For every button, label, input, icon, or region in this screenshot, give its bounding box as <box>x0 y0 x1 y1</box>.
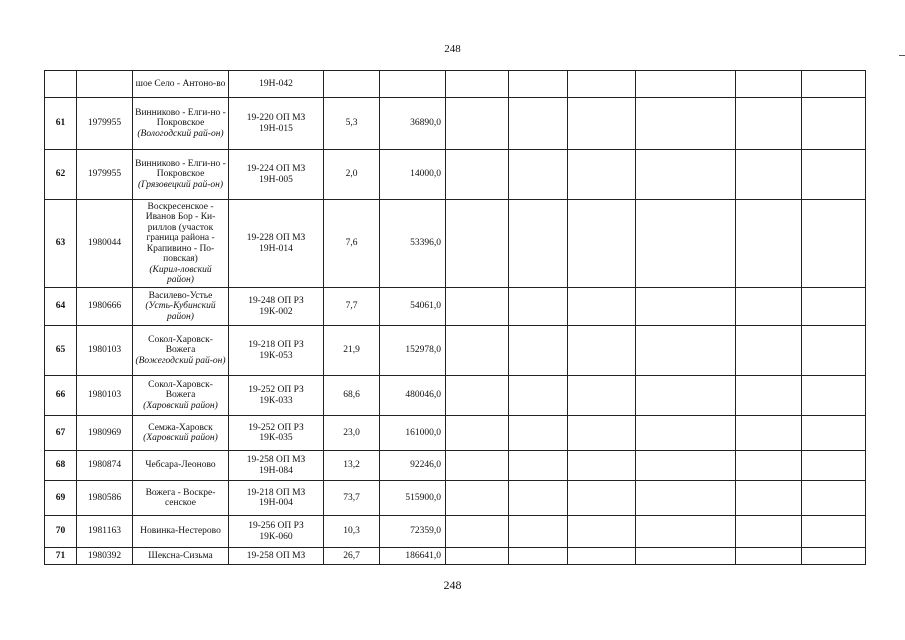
road-code-cell <box>229 200 324 288</box>
empty-cell <box>802 71 866 98</box>
road-value: 14000,0 <box>380 150 446 200</box>
empty-cell <box>446 376 509 416</box>
road-length: 21,9 <box>324 326 380 376</box>
road-code-cell <box>229 481 324 516</box>
row-number <box>45 71 77 98</box>
empty-cell <box>568 200 636 288</box>
row-number: 62 <box>45 150 77 200</box>
empty-cell <box>446 451 509 481</box>
road-name: Василево-Устье <box>148 290 213 301</box>
empty-cell <box>802 200 866 288</box>
table-row <box>45 548 866 565</box>
empty-cell <box>802 416 866 451</box>
road-length: 68,6 <box>324 376 380 416</box>
empty-cell <box>446 516 509 548</box>
empty-cell <box>568 71 636 98</box>
road-code: 19-256 ОП РЗ <box>248 521 304 531</box>
road-code: 19-218 ОП РЗ <box>248 340 304 350</box>
empty-cell <box>509 98 568 150</box>
empty-cell <box>802 548 866 565</box>
table-row <box>45 150 866 200</box>
empty-cell <box>736 416 802 451</box>
road-region: (Харовский район) <box>143 433 218 443</box>
empty-cell <box>509 416 568 451</box>
empty-cell <box>736 481 802 516</box>
road-id: 1980044 <box>77 200 133 288</box>
table-row <box>45 516 866 548</box>
road-code-cell <box>229 98 324 150</box>
empty-cell <box>509 200 568 288</box>
road-id: 1979955 <box>77 98 133 150</box>
table-row <box>45 481 866 516</box>
empty-cell <box>736 200 802 288</box>
empty-cell <box>636 416 736 451</box>
empty-cell <box>446 416 509 451</box>
road-id: 1979955 <box>77 150 133 200</box>
road-region: (Кирил-ловский район) <box>149 264 212 285</box>
page-number-top: 248 <box>444 43 461 55</box>
row-number: 70 <box>45 516 77 548</box>
road-length: 5,3 <box>324 98 380 150</box>
road-code: 19Н-042 <box>259 78 293 89</box>
road-code: 19К-002 <box>259 306 293 317</box>
empty-cell <box>636 288 736 326</box>
empty-cell <box>802 451 866 481</box>
road-name-cell <box>133 376 229 416</box>
road-value: 186641,0 <box>380 548 446 565</box>
road-code-cell <box>229 548 324 565</box>
road-length: 7,6 <box>324 200 380 288</box>
road-code: 19К-060 <box>259 531 293 542</box>
empty-cell <box>509 326 568 376</box>
road-code-cell <box>229 516 324 548</box>
road-id: 1980666 <box>77 288 133 326</box>
road-code: 19Н-005 <box>259 174 293 185</box>
empty-cell <box>636 71 736 98</box>
road-id: 1980392 <box>77 548 133 565</box>
road-id: 1980103 <box>77 326 133 376</box>
row-number: 68 <box>45 451 77 481</box>
road-value: 480046,0 <box>380 376 446 416</box>
road-name-cell <box>133 288 229 326</box>
table-row <box>45 416 866 451</box>
empty-cell <box>736 326 802 376</box>
empty-cell <box>636 481 736 516</box>
road-region: (Вологодский рай-он) <box>137 128 224 139</box>
empty-cell <box>568 548 636 565</box>
empty-cell <box>568 150 636 200</box>
roads-table <box>44 70 866 565</box>
road-name-cell <box>133 200 229 288</box>
table-row <box>45 200 866 288</box>
road-code: 19-218 ОП МЗ <box>246 487 306 498</box>
table-row <box>45 376 866 416</box>
road-length: 10,3 <box>324 516 380 548</box>
road-name: Воскресенское - Иванов Бор - Ки-риллов (участок граница района - Крапивино - По-повская) <box>145 201 216 264</box>
road-code-cell <box>229 376 324 416</box>
road-code: 19-258 ОП МЗ <box>246 550 306 561</box>
empty-cell <box>736 150 802 200</box>
road-code: 19-248 ОП РЗ <box>248 296 304 306</box>
road-name-cell <box>133 326 229 376</box>
road-name: Семжа-Харовск <box>148 422 213 433</box>
road-id <box>77 71 133 98</box>
empty-cell <box>636 200 736 288</box>
empty-cell <box>446 71 509 98</box>
empty-cell <box>509 376 568 416</box>
road-name: Винниково - Елги-но - Покровское <box>135 158 226 180</box>
road-value: 515900,0 <box>380 481 446 516</box>
empty-cell <box>802 288 866 326</box>
empty-cell <box>736 71 802 98</box>
road-code: 19Н-014 <box>259 243 293 254</box>
road-id: 1980103 <box>77 376 133 416</box>
table-row <box>45 71 866 98</box>
empty-cell <box>446 481 509 516</box>
empty-cell <box>509 548 568 565</box>
empty-cell <box>568 288 636 326</box>
road-code: 19Н-084 <box>259 465 293 476</box>
road-value: 72359,0 <box>380 516 446 548</box>
empty-cell <box>509 288 568 326</box>
empty-cell <box>446 200 509 288</box>
road-length: 73,7 <box>324 481 380 516</box>
row-number: 67 <box>45 416 77 451</box>
road-code: 19-252 ОП РЗ <box>248 385 304 395</box>
road-value: 161000,0 <box>380 416 446 451</box>
road-code-cell <box>229 150 324 200</box>
table-row <box>45 326 866 376</box>
empty-cell <box>636 451 736 481</box>
road-id: 1981163 <box>77 516 133 548</box>
table-row <box>45 288 866 326</box>
empty-cell <box>446 98 509 150</box>
road-code: 19Н-015 <box>259 123 293 134</box>
road-name-cell <box>133 516 229 548</box>
road-code: 19Н-004 <box>259 498 293 508</box>
empty-cell <box>446 548 509 565</box>
road-region: (Вожегодский рай-он) <box>135 355 226 366</box>
road-code: 19К-033 <box>259 395 293 406</box>
empty-cell <box>802 376 866 416</box>
road-name-cell <box>133 451 229 481</box>
row-number: 63 <box>45 200 77 288</box>
empty-cell <box>736 376 802 416</box>
road-name-cell <box>133 98 229 150</box>
empty-cell <box>509 150 568 200</box>
empty-cell <box>509 481 568 516</box>
empty-cell <box>568 326 636 376</box>
empty-cell <box>736 516 802 548</box>
empty-cell <box>446 288 509 326</box>
empty-cell <box>509 516 568 548</box>
road-name: Чебсара-Леоново <box>145 460 216 471</box>
road-region: (Усть-Кубинский район) <box>145 301 216 322</box>
road-name: Винниково - Елги-но - Покровское <box>135 107 226 129</box>
empty-cell <box>509 71 568 98</box>
empty-cell <box>446 326 509 376</box>
empty-cell <box>636 548 736 565</box>
empty-cell <box>802 98 866 150</box>
road-value: 36890,0 <box>380 98 446 150</box>
road-name-cell <box>133 548 229 565</box>
road-id: 1980874 <box>77 451 133 481</box>
table-row <box>45 98 866 150</box>
road-name: Сокол-Харовск-Вожега <box>148 334 213 356</box>
road-name-cell <box>133 481 229 516</box>
empty-cell <box>636 150 736 200</box>
road-name: Новинка-Нестерово <box>140 526 221 537</box>
road-code: 19К-035 <box>259 433 293 443</box>
road-name-cell <box>133 416 229 451</box>
empty-cell <box>636 516 736 548</box>
empty-cell <box>736 548 802 565</box>
road-value <box>380 71 446 98</box>
road-code-cell <box>229 71 324 98</box>
empty-cell <box>736 288 802 326</box>
road-name: Сокол-Харовск-Вожега <box>148 379 213 401</box>
road-region: (Грязовецкий рай-он) <box>137 179 224 190</box>
road-region: (Харовский район) <box>143 400 218 411</box>
empty-cell <box>802 150 866 200</box>
road-value: 152978,0 <box>380 326 446 376</box>
row-number: 69 <box>45 481 77 516</box>
empty-cell <box>446 150 509 200</box>
row-number: 66 <box>45 376 77 416</box>
road-length: 2,0 <box>324 150 380 200</box>
road-length <box>324 71 380 98</box>
road-code-cell <box>229 416 324 451</box>
road-length: 7,7 <box>324 288 380 326</box>
road-code-cell <box>229 288 324 326</box>
road-name-cell <box>133 150 229 200</box>
empty-cell <box>568 98 636 150</box>
road-name: шое Село - Антоно-во <box>135 78 226 89</box>
empty-cell <box>568 416 636 451</box>
empty-cell <box>802 516 866 548</box>
road-code-cell <box>229 451 324 481</box>
empty-cell <box>636 326 736 376</box>
empty-cell <box>509 451 568 481</box>
road-code-cell <box>229 326 324 376</box>
empty-cell <box>568 481 636 516</box>
empty-cell <box>736 451 802 481</box>
road-length: 13,2 <box>324 451 380 481</box>
road-name: Вожега - Воскре-сенское <box>145 487 216 508</box>
road-name-cell <box>133 71 229 98</box>
road-code: 19-258 ОП МЗ <box>246 455 306 465</box>
road-code: 19-220 ОП МЗ <box>246 113 306 123</box>
road-code: 19-252 ОП РЗ <box>248 422 304 433</box>
empty-cell <box>636 376 736 416</box>
row-number: 65 <box>45 326 77 376</box>
empty-cell <box>802 481 866 516</box>
empty-cell <box>568 451 636 481</box>
road-code: 19К-053 <box>259 350 293 361</box>
row-number: 64 <box>45 288 77 326</box>
row-number: 61 <box>45 98 77 150</box>
page-number-bottom: 248 <box>443 578 462 592</box>
road-length: 23,0 <box>324 416 380 451</box>
road-length: 26,7 <box>324 548 380 565</box>
road-code: 19-224 ОП МЗ <box>246 164 306 174</box>
road-value: 92246,0 <box>380 451 446 481</box>
empty-cell <box>636 98 736 150</box>
table-row <box>45 451 866 481</box>
road-name: Шексна-Сизьма <box>148 550 213 561</box>
road-value: 53396,0 <box>380 200 446 288</box>
edge-mark <box>899 55 905 56</box>
road-id: 1980586 <box>77 481 133 516</box>
empty-cell <box>568 516 636 548</box>
road-code: 19-228 ОП МЗ <box>246 233 306 243</box>
empty-cell <box>568 376 636 416</box>
road-id: 1980969 <box>77 416 133 451</box>
empty-cell <box>802 326 866 376</box>
row-number: 71 <box>45 548 77 565</box>
empty-cell <box>736 98 802 150</box>
road-value: 54061,0 <box>380 288 446 326</box>
